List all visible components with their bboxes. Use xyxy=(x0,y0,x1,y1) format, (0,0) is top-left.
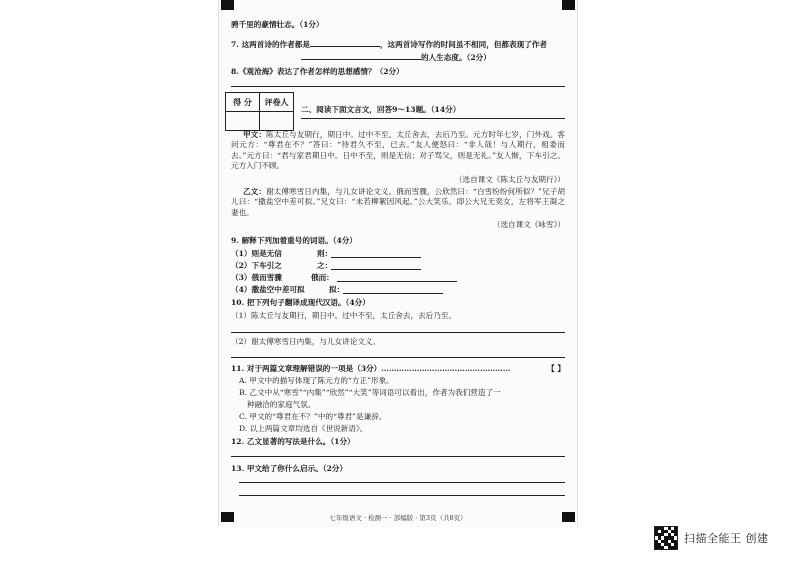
registration-mark-top-right xyxy=(562,0,575,10)
question-10-title: 10. 把下列句子翻译成现代汉语。（4分） xyxy=(231,298,370,307)
question-11-answer-bracket[interactable]: 【 】 xyxy=(547,364,565,373)
item-phrase: 俄而雪骤 xyxy=(251,273,282,282)
passage-a-text: 陈太丘与友期行，期日中。过中不至，太丘舍去，去后乃至。元方时年七岁，门外戏。客问元方：“尊君在不？”答曰：“待君久不至，已去。”友人便怒曰：“非人哉！与人期行，相委而去。”元方曰：“君与家君期日中。日中不至，则是无信；对子骂父，则是无礼。”友人惭，下车引之。元方入门不顾。 xyxy=(231,130,566,170)
item-phrase: 撒盐空中差可拟 xyxy=(251,285,305,294)
question-9-item-1-blank[interactable] xyxy=(331,257,421,258)
question-12-answer-line[interactable] xyxy=(231,456,565,457)
question-9-item-3 xyxy=(231,273,282,283)
score-table xyxy=(225,92,294,131)
section-2-rule xyxy=(301,118,565,119)
question-11-option-b[interactable]: B. 乙文中从“寒雪”“内集”“欣然”“大笑”等词语可以看出，作者为我们营造了一 xyxy=(239,388,501,397)
passage-b-label: 乙文： xyxy=(243,187,266,196)
scanner-watermark xyxy=(654,526,769,550)
question-12: 12. 乙文显著的写法是什么。（1分） xyxy=(231,437,355,446)
question-9-item-3-word: 俄而： xyxy=(311,273,334,282)
registration-mark-top-left xyxy=(221,0,234,10)
question-7-blank-1[interactable] xyxy=(310,39,380,47)
question-9-item-2-blank[interactable] xyxy=(331,269,421,270)
question-9-item-4 xyxy=(231,285,305,295)
question-9-item-3-blank[interactable] xyxy=(337,281,457,282)
question-8: 8.《观沧海》表达了作者怎样的思想感情？（2分） xyxy=(231,67,404,76)
item-number: （1） xyxy=(231,249,252,258)
previous-question-tail: 骋千里的豪情壮志。（1分） xyxy=(231,20,324,29)
question-7-text-3: 的人生态度。（2分） xyxy=(421,53,491,62)
question-10-answer-line-1[interactable] xyxy=(231,332,565,333)
item-number: （2） xyxy=(231,261,252,270)
score-label: 得 分 xyxy=(226,93,260,112)
question-7-line-1 xyxy=(231,39,565,50)
grader-cell[interactable] xyxy=(260,112,294,131)
question-11-option-d[interactable]: D. 以上两篇文章均选自《世说新语》。 xyxy=(239,424,368,433)
passage-b-text: 谢太傅寒雪日内集，与儿女讲论文义。俄而雪骤，公欣然曰：“白雪纷纷何所似？”兄子胡儿曰：“撒盐空中差可拟。”兄女曰：“未若柳絮因风起。”公大笑乐。即公大兄无奕女，左将军王凝之妻也。 xyxy=(231,187,566,217)
question-11-option-c[interactable]: C. 甲文的“尊君在不？”中的“尊君”是谦辞。 xyxy=(239,412,387,421)
item-phrase: 则是无信 xyxy=(251,249,282,258)
item-number: （3） xyxy=(231,273,252,282)
exam-page xyxy=(218,0,578,527)
question-9-item-1 xyxy=(231,249,282,259)
question-11-option-a[interactable]: A. 甲文中的描写体现了陈元方的“方正”形象。 xyxy=(239,376,394,385)
question-7-text-2: ，这两首诗写作的时间虽不相同，但都表现了作者 xyxy=(379,40,547,49)
passage-a-source: （选自课文《陈太丘与友期行》） xyxy=(454,175,565,184)
question-9-title: 9. 解释下列加着重号的词语。（4分） xyxy=(231,236,357,245)
question-7-text-1: 7. 这两首诗的作者都是 xyxy=(231,40,310,49)
question-9-item-4-blank[interactable] xyxy=(343,293,443,294)
section-2-title: 二、阅读下面文言文，回答9～13题。（14分） xyxy=(301,105,461,114)
question-7-line-2 xyxy=(301,52,565,63)
qr-code-icon xyxy=(654,526,678,550)
question-9-item-4-word: 拟： xyxy=(329,285,345,294)
passage-a xyxy=(231,130,565,171)
question-10-answer-line-2[interactable] xyxy=(231,357,565,358)
question-11-option-b-cont: 种融洽的家庭气氛。 xyxy=(247,400,316,409)
question-10-sentence-1: （1）陈太丘与友期行，期日中。过中不至，太丘舍去，去后乃至。 xyxy=(231,311,457,320)
question-7-blank-2[interactable] xyxy=(301,52,421,60)
item-number: （4） xyxy=(231,285,252,294)
passage-b xyxy=(231,187,565,218)
passage-a-label: 甲文： xyxy=(243,130,267,139)
scanner-brand-text: 扫描全能王 创建 xyxy=(684,532,769,545)
question-13-answer-line-1[interactable] xyxy=(239,482,565,483)
grader-label: 评卷人 xyxy=(260,93,294,112)
page-footer: 七年级语文 · 检测一 · 部编版 · 第3页（共8页） xyxy=(329,514,467,522)
item-phrase: 下车引之 xyxy=(251,261,282,270)
question-9-item-2 xyxy=(231,261,282,271)
passage-b-source: （选自课文《咏雪》） xyxy=(492,220,565,229)
question-8-answer-line[interactable] xyxy=(231,86,565,87)
question-9-item-1-word: 则： xyxy=(317,249,333,258)
question-10-sentence-2: （2）谢太傅寒雪日内集，与儿女讲论文义。 xyxy=(231,337,381,346)
question-11-title: 11. 对于两篇文章理解错误的一项是（3分）…………………………………………… xyxy=(231,364,511,373)
score-cell[interactable] xyxy=(226,112,260,131)
question-13-answer-line-2[interactable] xyxy=(239,495,565,496)
question-13: 13. 甲文给了你什么启示。（2分） xyxy=(231,464,348,473)
question-9-item-2-word: 之： xyxy=(317,261,333,270)
